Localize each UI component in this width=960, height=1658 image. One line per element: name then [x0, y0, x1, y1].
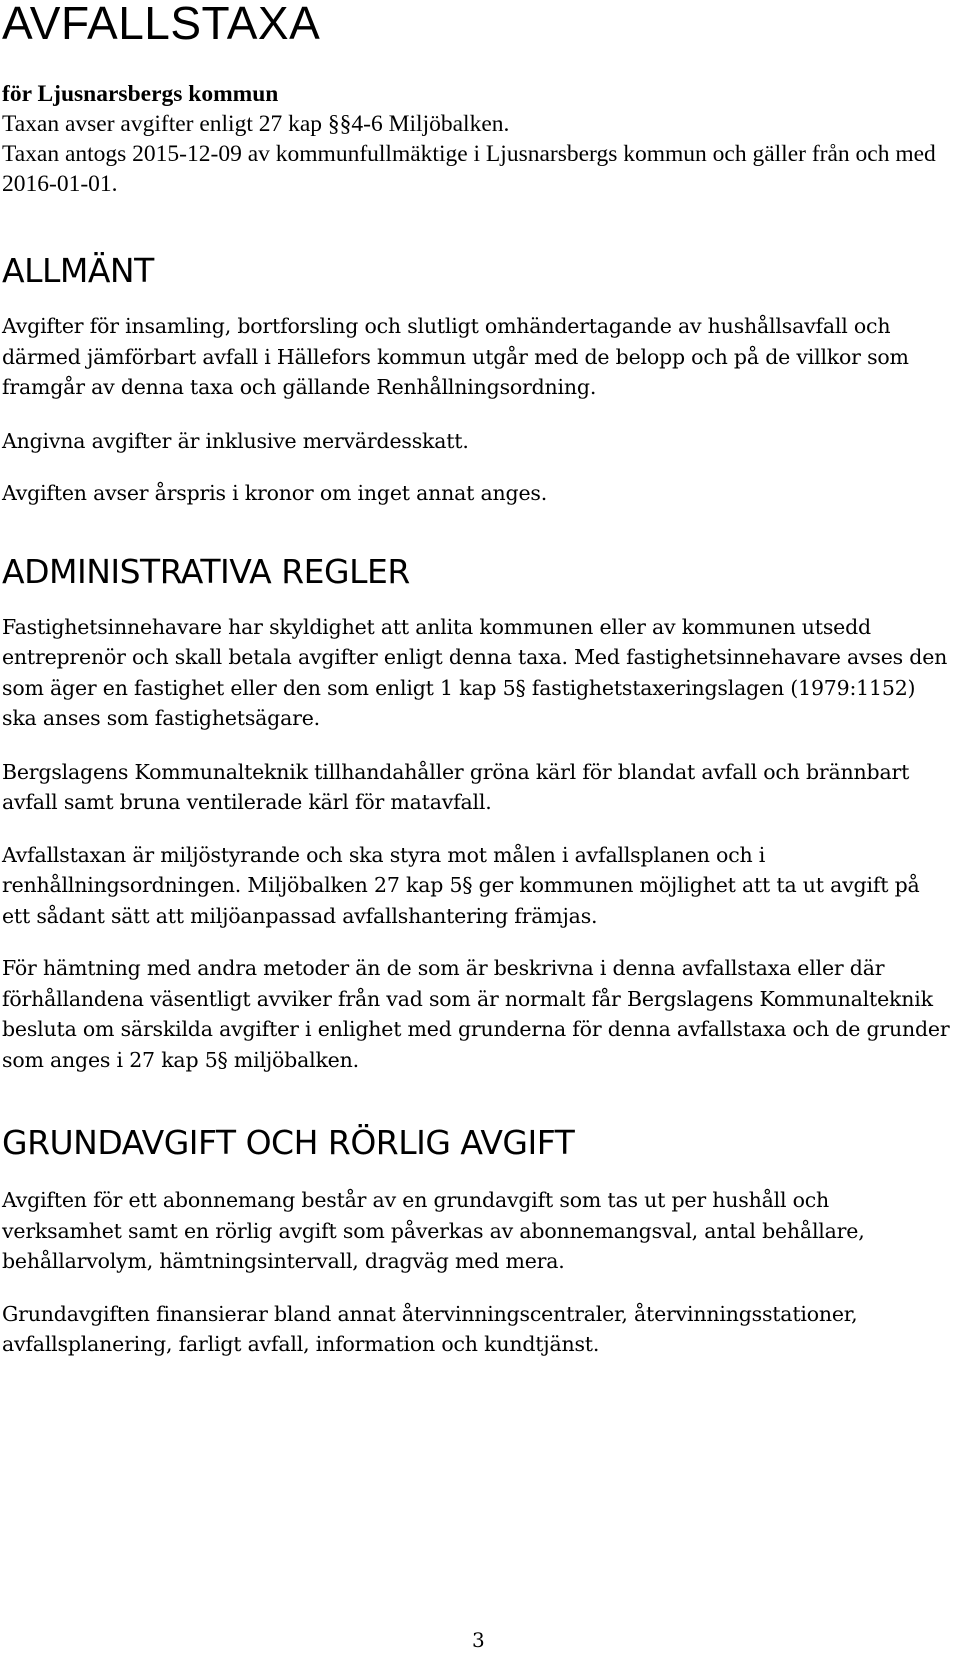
adoption-line: Taxan antogs 2015-12-09 av kommunfullmäktige i Ljusnarsbergs kommun och gäller från och med 2016-01-01.	[2, 141, 936, 197]
paragraph: Bergslagens Kommunalteknik tillhandahåller gröna kärl för blandat avfall och brännbart avfall samt bruna ventilerade kärl för matavfall.	[2, 759, 910, 814]
paragraph: Avgiften för ett abonnemang består av en grundavgift som tas ut per hushåll och verksamhet samt en rörlig avgift som påverkas av abonnemangsval, antal behållare, behållarvolym, hämtningsintervall, dragväg med mera.	[2, 1188, 865, 1273]
page-number: 3	[472, 1628, 485, 1652]
intro-block	[2, 79, 952, 199]
paragraph: Avgifter för insamling, bortforsling och slutligt omhändertagande av hushållsavfall och därmed jämförbart avfall i Hällefors kommun utgår med de belopp och på de villkor som framgår av denna taxa och gällande Renhållningsordning.	[2, 314, 909, 399]
document-page	[2, 0, 952, 1360]
municipality-line: för Ljusnarsbergs kommun	[2, 81, 279, 107]
section-heading-grundavgift: GRUNDAVGIFT OCH RÖRLIG AVGIFT	[2, 1123, 575, 1162]
section-heading-allmant: ALLMÄNT	[2, 251, 154, 290]
basis-line: Taxan avser avgifter enligt 27 kap §§4-6 Miljöbalken.	[2, 111, 510, 137]
paragraph: Fastighetsinnehavare har skyldighet att anlita kommunen eller av kommunen utsedd entreprenör och skall betala avgifter enligt denna taxa. Med fastighetsinnehavare avses den som äger en fastighet eller den som enligt 1 kap 5§ fastighetstaxeringslagen (1979:1152) ska anses som fastighetsägare.	[2, 614, 948, 730]
document-title: AVFALLSTAXA	[2, 0, 321, 49]
paragraph: Avfallstaxan är miljöstyrande och ska styra mot målen i avfallsplanen och i renhållningsordningen. Miljöbalken 27 kap 5§ ger kommunen möjlighet att ta ut avgift på ett sådant sätt att miljöanpassad avfallshantering främjas.	[2, 842, 920, 928]
section-heading-administrativa-regler: ADMINISTRATIVA REGLER	[2, 551, 410, 591]
paragraph: För hämtning med andra metoder än de som är beskrivna i denna avfallstaxa eller där förhållandena väsentligt avviker från vad som är normalt får Bergslagens Kommunalteknik besluta om särskilda avgifter i enlighet med grunderna för denna avfallstaxa och de grunder som anges i 27 kap 5§ miljöbalken.	[2, 956, 950, 1072]
paragraph: Grundavgiften finansierar bland annat återvinningscentraler, återvinningsstationer, avfallsplanering, farligt avfall, information och kundtjänst.	[2, 1301, 858, 1356]
paragraph: Angivna avgifter är inklusive mervärdesskatt.	[2, 428, 469, 453]
paragraph: Avgiften avser årspris i kronor om inget annat anges.	[2, 481, 548, 505]
